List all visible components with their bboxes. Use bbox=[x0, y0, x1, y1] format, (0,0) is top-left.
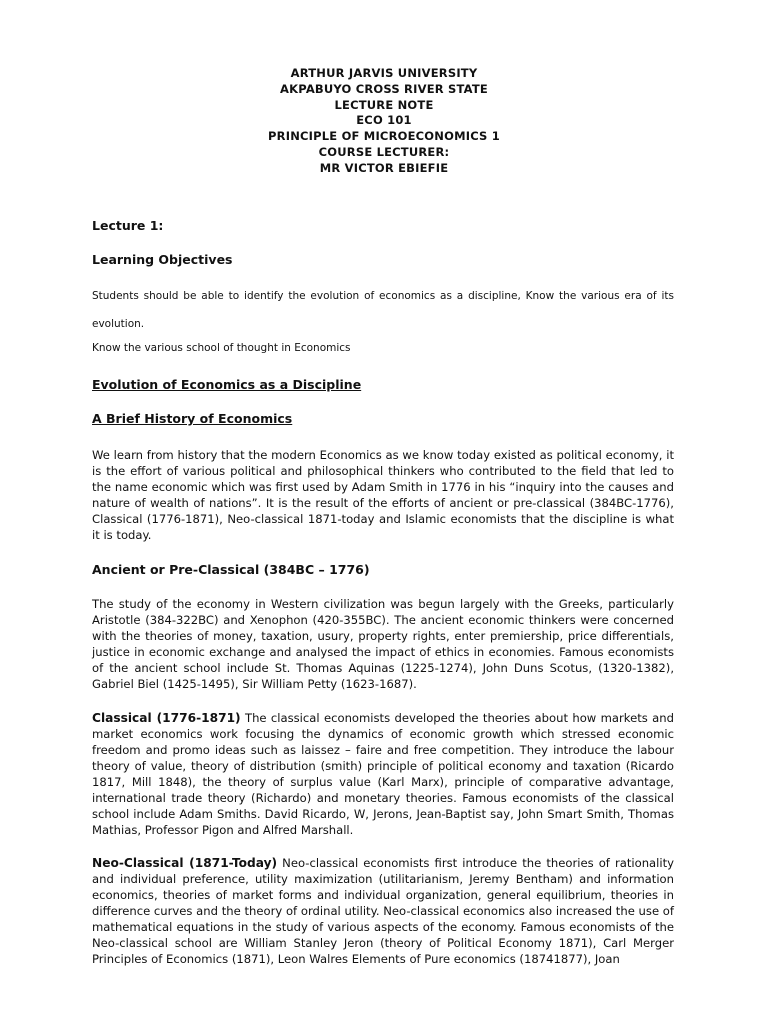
neoclassical-lead: Neo-Classical (1871-Today) bbox=[92, 856, 278, 870]
classical-text: The classical economists developed the theories about how markets and market economics work focusing the dynamics of economic growth which stressed economic freedom and promo ideas such as laissez – faire and free competition. They introduce the labour theory of value, theory of distribution (smith) principle of political economy and taxation (Ricardo 1817, Mill 1848), the theory of surplus value (Karl Marx), principle of comparative advantage, international trade theory (Richardo) and monetary theories. Famous economists of the classical school include Adam Smiths. David Ricardo, W, Jerons, Jean-Baptist say, John Smart Smith, Thomas Mathias, Professor Pigon and Alfred Marshall. bbox=[92, 711, 674, 837]
lecture-heading: Lecture 1: bbox=[92, 218, 164, 233]
ancient-heading: Ancient or Pre-Classical (384BC – 1776) bbox=[92, 562, 370, 577]
neoclassical-text: Neo-classical economists first introduce the theories of rationality and individual preference, utility maximization (utilitarianism, Jeremy Bentham) and information economics, theories of market forms and individual organization, general equilibrium, theories in difference curves and the theory of ordinal utility. Neo-classical economics also increased the use of mathematical equations in the study of various aspects of the economy. Famous economists of the Neo-classical school are William Stanley Jeron (theory of Political Economy 1871), Carl Merger Principles of Economics (1871), Leon Walres Elements of Pure economics (18741877), Joan bbox=[92, 856, 674, 966]
objectives-text: Students should be able to identify the evolution of economics as a discipline, Know the various era of its evolution. bbox=[92, 290, 674, 330]
lecturer-name: MR VICTOR EBIEFIE bbox=[319, 160, 449, 175]
section-heading-history: A Brief History of Economics bbox=[92, 411, 293, 426]
document-header bbox=[0, 66, 768, 177]
neoclassical-paragraph bbox=[92, 855, 674, 967]
course-code: ECO 101 bbox=[356, 113, 412, 128]
intro-paragraph: We learn from history that the modern Economics as we know today existed as political economy, it is the effort of various political and philosophical thinkers who contributed to the field that led to the name economic which was first used by Adam Smith in 1776 in his “inquiry into the causes and nature of wealth of nations”. It is the result of the efforts of ancient or pre-classical (384BC-1776), Classical (1776-1871), Neo-classical 1871-today and Islamic economists that the discipline is what it is today. bbox=[92, 448, 674, 542]
lecturer-label: COURSE LECTURER: bbox=[318, 144, 450, 159]
classical-paragraph bbox=[92, 710, 674, 838]
ancient-paragraph: The study of the economy in Western civilization was begun largely with the Greeks, particularly Aristotle (384-322BC) and Xenophon (420-355BC). The ancient economic thinkers were concerned with the theories of money, taxation, usury, property rights, enter premiership, price differentials, justice in economic exchange and analysed the impact of ethics in economies. Famous economists of the ancient school include St. Thomas Aquinas (1225-1274), John Duns Scotus, (1320-1382), Gabriel Biel (1425-1495), Sir William Petty (1623-1687). bbox=[92, 597, 674, 691]
objectives-heading: Learning Objectives bbox=[92, 252, 233, 267]
course-title: PRINCIPLE OF MICROECONOMICS 1 bbox=[268, 129, 500, 144]
university-location: AKPABUYO CROSS RIVER STATE bbox=[280, 81, 488, 96]
document-type: LECTURE NOTE bbox=[334, 97, 434, 112]
classical-lead: Classical (1776-1871) bbox=[92, 711, 241, 725]
section-heading-evolution: Evolution of Economics as a Discipline bbox=[92, 377, 362, 392]
objectives-text-2: Know the various school of thought in Economics bbox=[92, 342, 351, 354]
university-name: ARTHUR JARVIS UNIVERSITY bbox=[290, 66, 478, 80]
